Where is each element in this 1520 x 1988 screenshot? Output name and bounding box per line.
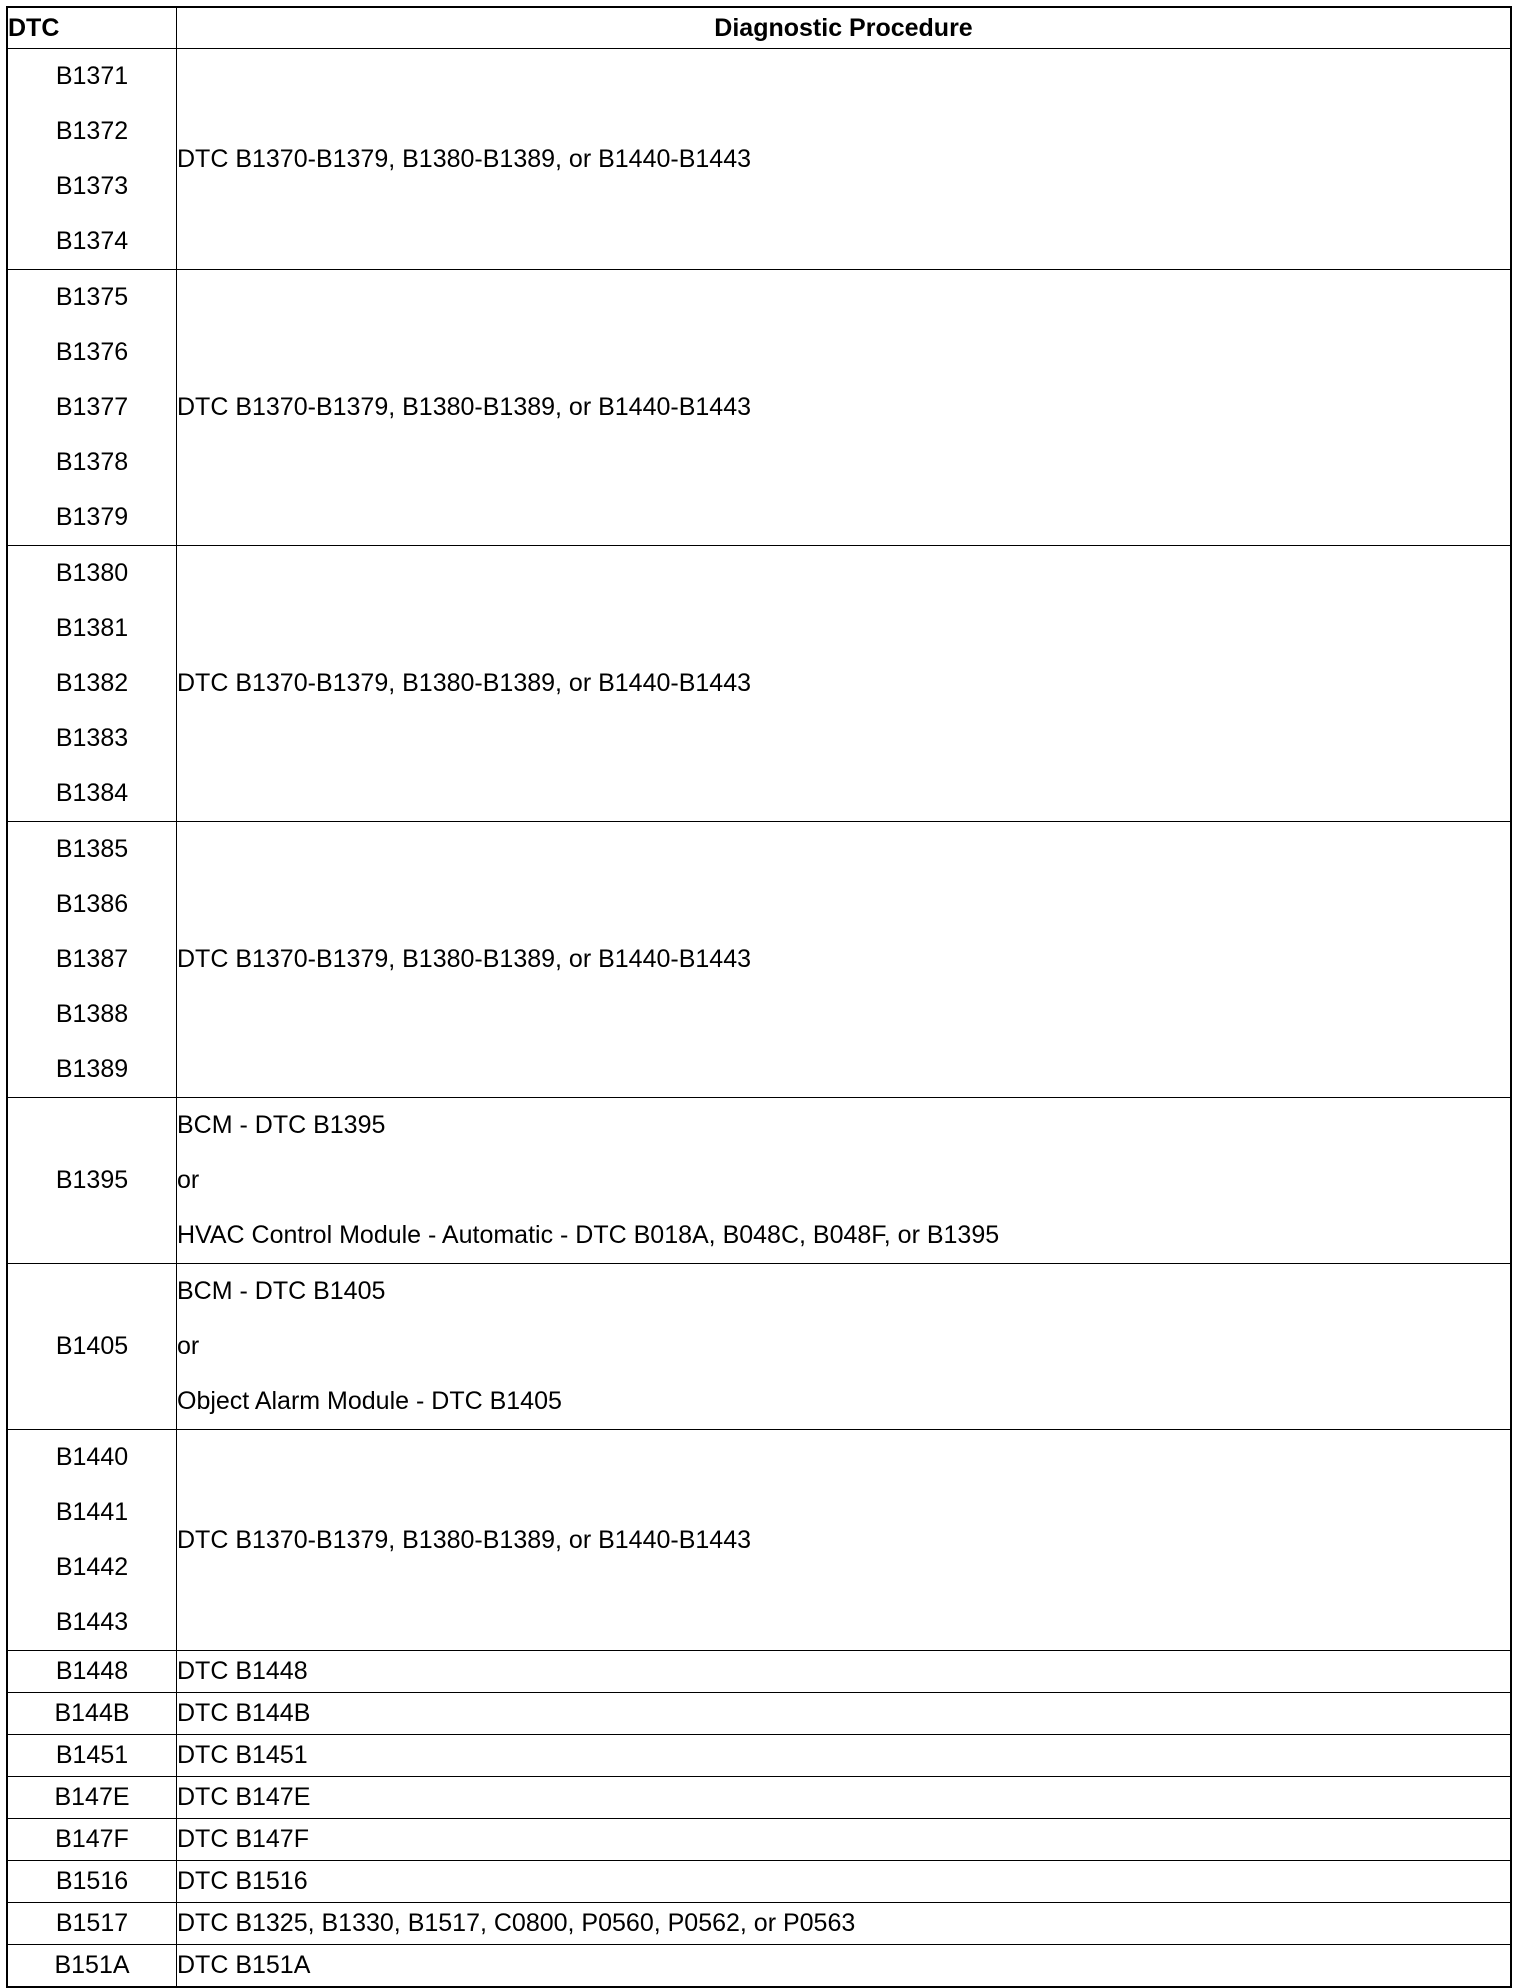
- table-row: [7, 1693, 1511, 1735]
- procedure-cell: [177, 49, 1512, 270]
- dtc-table: [6, 6, 1512, 1988]
- table-body: [7, 49, 1511, 1988]
- dtc-code: B1448: [55, 1657, 129, 1685]
- dtc-code: B1441: [55, 1498, 129, 1526]
- dtc-cell: [7, 1903, 177, 1945]
- dtc-cell: [7, 1430, 177, 1651]
- procedure-text: DTC B147F: [177, 1825, 309, 1853]
- procedure-text: DTC B147E: [177, 1783, 311, 1811]
- procedure-text: DTC B1370-B1379, B1380-B1389, or B1440-B1443: [177, 1525, 751, 1554]
- header-row: [7, 7, 1511, 49]
- procedure-text: or: [177, 1332, 200, 1360]
- dtc-code: B1451: [55, 1741, 129, 1769]
- dtc-code: B1383: [55, 724, 129, 752]
- procedure-text: DTC B1516: [177, 1867, 308, 1895]
- table-row: [7, 270, 1511, 546]
- procedure-cell: [177, 1693, 1512, 1735]
- table-row: [7, 546, 1511, 822]
- procedure-cell: [177, 1264, 1512, 1430]
- procedure-cell: [177, 1098, 1512, 1264]
- procedure-text: DTC B1370-B1379, B1380-B1389, or B1440-B1443: [177, 669, 751, 697]
- dtc-cell: [7, 1693, 177, 1735]
- dtc-code: B1388: [55, 1000, 129, 1028]
- procedure-cell: [177, 1903, 1512, 1945]
- dtc-cell: [7, 270, 177, 546]
- dtc-code: B1395: [55, 1166, 129, 1194]
- dtc-code: B144B: [54, 1699, 130, 1727]
- dtc-code: B1382: [55, 669, 129, 697]
- dtc-cell: [7, 1819, 177, 1861]
- table-row: [7, 1264, 1511, 1430]
- procedure-text: DTC B1370-B1379, B1380-B1389, or B1440-B1443: [177, 945, 751, 973]
- dtc-code: B1384: [55, 779, 129, 807]
- table-row: [7, 1735, 1511, 1777]
- table-row: [7, 1098, 1511, 1264]
- procedure-cell: [177, 546, 1512, 822]
- dtc-code: B1374: [55, 227, 129, 255]
- dtc-code: B1389: [55, 1055, 129, 1083]
- procedure-text: DTC B1370-B1379, B1380-B1389, or B1440-B1443: [177, 144, 751, 173]
- dtc-code: B151A: [54, 1951, 130, 1979]
- dtc-code: B1440: [55, 1443, 129, 1471]
- dtc-code: B1405: [55, 1332, 129, 1360]
- dtc-cell: [7, 1098, 177, 1264]
- procedure-cell: [177, 1735, 1512, 1777]
- procedure-text: or: [177, 1166, 200, 1194]
- procedure-cell: [177, 1819, 1512, 1861]
- procedure-text: HVAC Control Module - Automatic - DTC B018A, B048C, B048F, or B1395: [177, 1221, 1000, 1249]
- dtc-code: B1379: [55, 503, 129, 531]
- table-row: [7, 1777, 1511, 1819]
- procedure-cell: [177, 1651, 1512, 1693]
- procedure-text: DTC B144B: [177, 1699, 311, 1727]
- table-row: [7, 49, 1511, 270]
- dtc-cell: [7, 1861, 177, 1903]
- dtc-code: B147F: [55, 1825, 129, 1853]
- procedure-cell: [177, 1430, 1512, 1651]
- dtc-code: B1371: [55, 62, 129, 90]
- table-row: [7, 1861, 1511, 1903]
- dtc-cell: [7, 1735, 177, 1777]
- dtc-cell: [7, 1264, 177, 1430]
- procedure-cell: [177, 1861, 1512, 1903]
- table-row: [7, 1945, 1511, 1988]
- procedure-text: DTC B1325, B1330, B1517, C0800, P0560, P0562, or P0563: [177, 1909, 856, 1937]
- dtc-cell: [7, 1777, 177, 1819]
- dtc-code: B1387: [55, 945, 129, 973]
- procedure-cell: [177, 1777, 1512, 1819]
- dtc-code: B1377: [55, 393, 129, 421]
- procedure-text: BCM - DTC B1405: [177, 1277, 386, 1305]
- table-row: [7, 1903, 1511, 1945]
- dtc-code: B1517: [55, 1909, 129, 1937]
- dtc-code: B1373: [55, 172, 129, 200]
- procedure-text: DTC B151A: [177, 1951, 311, 1979]
- dtc-cell: [7, 49, 177, 270]
- table-row: [7, 1651, 1511, 1693]
- dtc-code: B1516: [55, 1867, 129, 1895]
- procedure-column-header: Diagnostic Procedure: [177, 7, 1512, 49]
- dtc-code: B1386: [55, 890, 129, 918]
- dtc-code: B1378: [55, 448, 129, 476]
- dtc-column-header: DTC: [7, 7, 177, 49]
- dtc-cell: [7, 1945, 177, 1988]
- procedure-text: BCM - DTC B1395: [177, 1111, 386, 1139]
- procedure-text: DTC B1370-B1379, B1380-B1389, or B1440-B1443: [177, 393, 751, 421]
- procedure-text: DTC B1448: [177, 1657, 308, 1685]
- procedure-text: Object Alarm Module - DTC B1405: [177, 1387, 562, 1415]
- procedure-cell: [177, 822, 1512, 1098]
- dtc-cell: [7, 546, 177, 822]
- table-row: [7, 822, 1511, 1098]
- table-row: [7, 1430, 1511, 1651]
- dtc-code: B1376: [55, 338, 129, 366]
- procedure-cell: [177, 1945, 1512, 1988]
- dtc-code: B147E: [54, 1783, 130, 1811]
- procedure-cell: [177, 270, 1512, 546]
- dtc-code: B1443: [55, 1608, 129, 1636]
- dtc-code: B1380: [55, 559, 129, 587]
- table-row: [7, 1819, 1511, 1861]
- dtc-cell: [7, 1651, 177, 1693]
- dtc-code: B1372: [55, 117, 129, 145]
- dtc-code: B1375: [55, 283, 129, 311]
- dtc-cell: [7, 822, 177, 1098]
- dtc-code: B1381: [55, 614, 129, 642]
- dtc-code: B1442: [55, 1553, 129, 1581]
- dtc-code: B1385: [55, 835, 129, 863]
- procedure-text: DTC B1451: [177, 1741, 308, 1769]
